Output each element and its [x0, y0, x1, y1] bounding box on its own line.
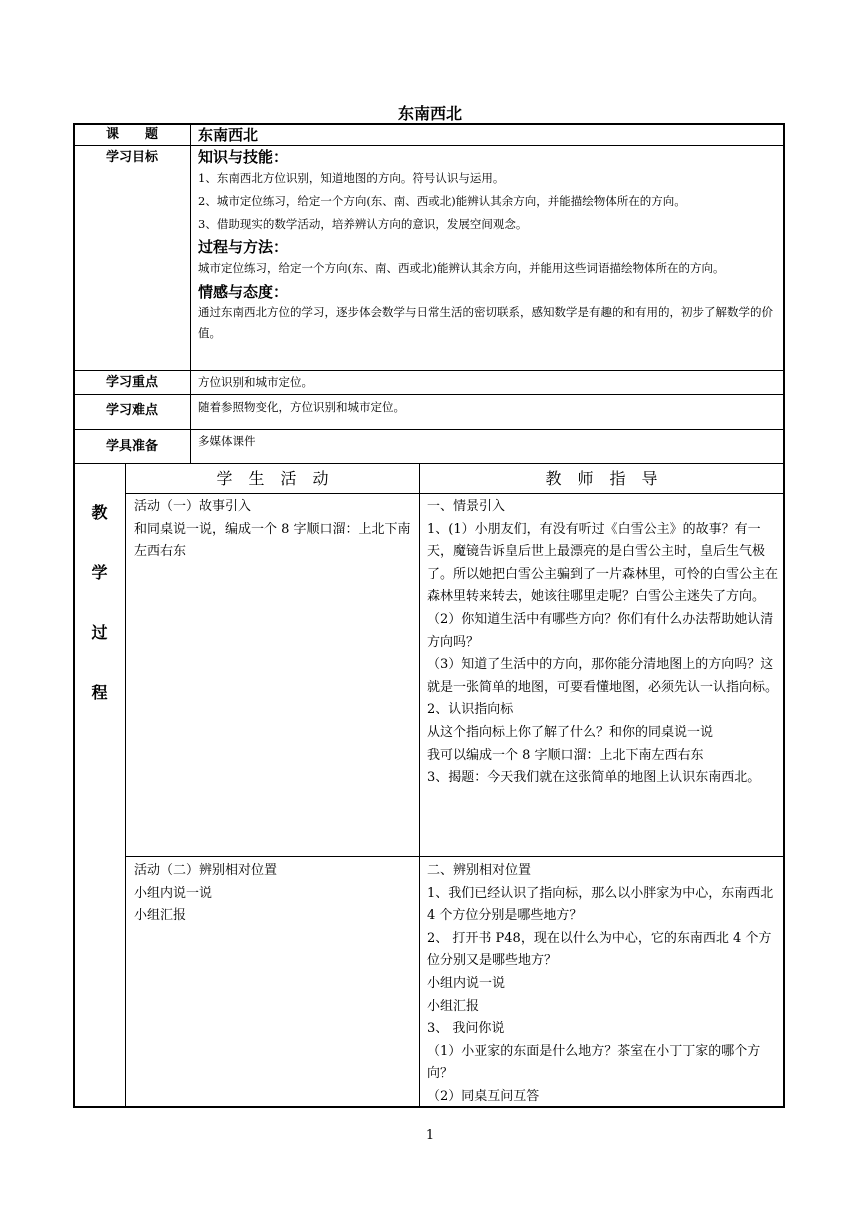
knowledge-heading: 知识与技能：: [198, 148, 289, 166]
row-line: [125, 856, 785, 857]
key-points-label: 学习重点: [105, 375, 158, 390]
teacher-guidance-1: [427, 496, 779, 790]
page-number: 1: [425, 1128, 435, 1143]
divider-student-teacher: [419, 463, 420, 1107]
knowledge-item: 2、城市定位练习，给定一个方向(东、南、西或北)能辨认其余方向，并能描绘物体所在的方向。: [198, 194, 686, 208]
key-points-value: 方位识别和城市定位。: [198, 375, 313, 389]
side-char: 教: [91, 503, 108, 522]
process-heading: 过程与方法：: [198, 238, 289, 256]
guidance-line: （3）知道了生活中的方向，那你能分清地图上的方向吗？这就是一张简单的地图，可要看懂地图，必须先认一认指向标。: [427, 657, 779, 695]
guidance-title: 一、情景引入: [427, 499, 506, 514]
guidance-line: 从这个指向标上你了解了什么？和你的同桌说一说: [427, 724, 714, 740]
objectives-content: [198, 147, 778, 369]
divider-label-column: [190, 123, 191, 463]
difficulties-value: 随着参照物变化，方位识别和城市定位。: [198, 400, 405, 414]
emotion-heading: 情感与态度：: [198, 283, 289, 301]
side-char: 程: [91, 683, 108, 702]
side-char: 过: [91, 623, 108, 642]
guidance-line: （1）小亚家的东面是什么地方？茶室在小丁丁家的哪个方向？: [427, 1043, 761, 1082]
teacher-guidance-2: [427, 860, 779, 1109]
guidance-line: 1、(1）小朋友们，有没有听过《白雪公主》的故事？有一天，魔镜告诉皇后世上最漂亮的是白雪公主时，皇后生气极了。所以她把白雪公主骗到了一片森林里，可怜的白雪公主在森林里转来转去，她该往哪里走呢？白雪公主迷失了方向。: [427, 521, 779, 605]
student-activity-2: [134, 860, 414, 928]
student-activity-1: [134, 496, 414, 564]
knowledge-item: 3、借助现实的数学活动，培养辨认方向的意识，发展空间观念。: [198, 217, 528, 231]
guidance-line: 小组汇报: [427, 998, 480, 1014]
guidance-line: 我可以编成一个 8 字顺口溜：上北下南左西右东: [427, 747, 704, 763]
side-char: 学: [91, 563, 108, 582]
activity-title: 活动（一）故事引入: [134, 499, 252, 514]
document-title: 东南西北: [397, 104, 462, 123]
process-text: 城市定位练习，给定一个方向(东、南、西或北)能辨认其余方向，并能用这些词语描绘物体所在的方向。: [198, 261, 725, 275]
border-right: [783, 123, 785, 1107]
guidance-line: 小组内说一说: [427, 975, 506, 991]
activity-title: 活动（二）辨别相对位置: [134, 863, 278, 878]
objectives-label: 学习目标: [105, 150, 158, 165]
topic-label: 课 题: [105, 127, 158, 142]
guidance-line: 3、 我问你说: [427, 1021, 505, 1037]
guidance-line: 2、 打开书 P48，现在以什么为中心，它的东南西北 4 个方位分别又是哪些地方？: [427, 930, 772, 969]
teacher-guidance-header: 教师指导: [545, 469, 674, 488]
guidance-title: 二、辨别相对位置: [427, 863, 532, 878]
divider-process-side: [125, 463, 126, 1107]
knowledge-item: 1、东南西北方位识别，知道地图的方向。符号认识与运用。: [198, 171, 505, 185]
guidance-line: （2）你知道生活中有哪些方向？你们有什么办法帮助她认清方向吗？: [427, 611, 774, 650]
materials-label: 学具准备: [105, 439, 158, 454]
row-line: [125, 493, 785, 494]
student-activity-header: 学生活动: [216, 469, 345, 488]
emotion-text: 通过东南西北方位的学习，逐步体会数学与日常生活的密切联系，感知数学是有趣的和有用的，初步了解数学的价值。: [198, 305, 773, 340]
guidance-line: 2、认识指向标: [427, 702, 514, 718]
guidance-line: 1、我们已经认识了指向标，那么以小胖家为中心，东南西北 4 个方位分别是哪些地方？: [427, 885, 774, 924]
activity-line: 小组汇报: [134, 908, 187, 924]
row-line: [73, 394, 785, 395]
process-side-label: [74, 504, 125, 754]
difficulties-label: 学习难点: [105, 403, 158, 418]
activity-line: 和同桌说一说，编成一个 8 字顺口溜：上北下南左西右东: [134, 521, 411, 560]
guidance-line: （2）同桌互问互答: [427, 1088, 540, 1104]
topic-value: 东南西北: [198, 126, 259, 144]
activity-line: 小组内说一说: [134, 885, 213, 901]
guidance-line: 3、揭题：今天我们就在这张简单的地图上认识东南西北。: [427, 770, 761, 786]
materials-value: 多媒体课件: [198, 434, 256, 448]
